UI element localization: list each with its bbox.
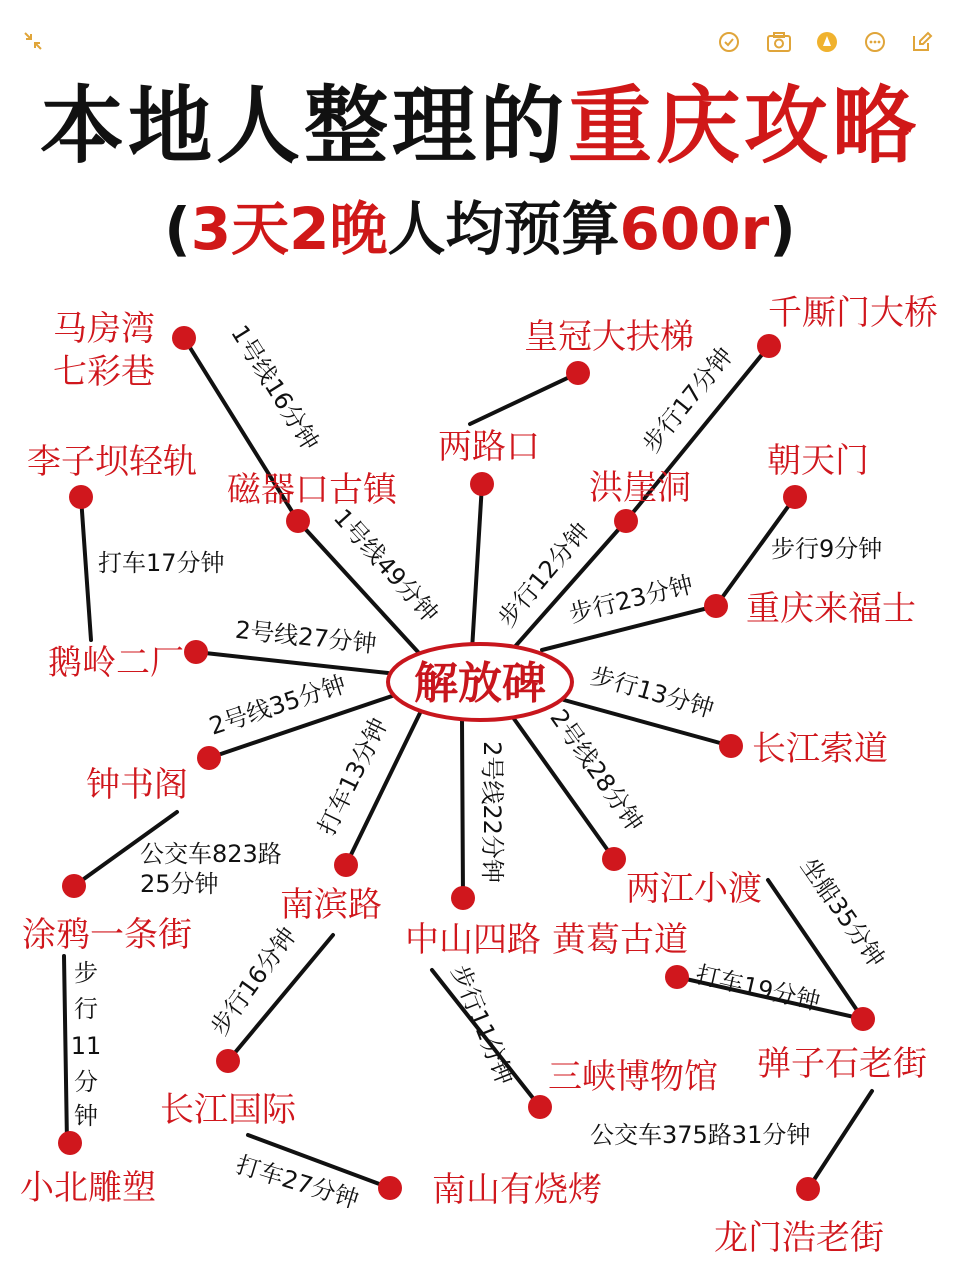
route-tuya-xiaobei-5: 钟: [74, 1102, 98, 1130]
place-lianglukou: 两路口: [438, 427, 540, 467]
dot-sanxia[interactable]: [528, 1095, 552, 1119]
route-zhongshuge-tuya-line1: 公交车823路: [140, 840, 282, 868]
dot-chaotianmen[interactable]: [783, 485, 807, 509]
route-tuya-xiaobei-1: 步: [74, 959, 98, 987]
subtitle-budget-amount: 600r: [619, 195, 770, 263]
place-laifushi: 重庆来福士: [746, 589, 916, 629]
route-liangjiang-tanzishi: 坐船35分钟: [794, 852, 891, 973]
place-ciqikou: 磁器口古镇: [227, 470, 397, 510]
title-black: 本地人整理的: [39, 77, 568, 175]
dot-hongyadong[interactable]: [614, 509, 638, 533]
title-red: 重庆攻略: [568, 77, 921, 175]
route-mafangwan-ciqikou: 1号线16分钟: [225, 320, 325, 456]
page-title: [0, 77, 960, 175]
line-tanzishi-longmenhao: [808, 1091, 872, 1189]
dot-longmenhao[interactable]: [796, 1177, 820, 1201]
page-subtitle: [0, 196, 960, 263]
route-tanzishi-longmenhao: 公交车375路31分钟: [590, 1121, 811, 1149]
subtitle-duration: 3天2晚: [190, 195, 388, 263]
route-nanbinlu-changjiangguoji: 步行16分钟: [205, 921, 303, 1041]
dot-ciqikou[interactable]: [286, 509, 310, 533]
dot-changjiangguoji[interactable]: [216, 1049, 240, 1073]
route-tuya-xiaobei-2: 行: [74, 995, 98, 1023]
hub-label: 解放碑: [414, 658, 546, 709]
place-mafangwan-line2: 七彩巷: [53, 352, 155, 392]
place-nanshan: 南山有烧烤: [432, 1170, 602, 1210]
place-huangguan: 皇冠大扶梯: [524, 317, 694, 357]
place-liangjiang: 两江小渡: [626, 869, 762, 909]
place-zhongshansi: 中山四路: [405, 920, 541, 960]
route-chaotianmen-laifushi: 步行9分钟: [771, 535, 883, 563]
dot-eling[interactable]: [184, 640, 208, 664]
line-huangguan-lianglukou: [470, 373, 578, 424]
place-eling: 鹅岭二厂: [48, 643, 184, 683]
dot-lianglukou[interactable]: [470, 472, 494, 496]
route-tuya-xiaobei-3: 11: [70, 1032, 102, 1060]
route-qiansimen-hongyadong: 步行17分钟: [637, 341, 739, 458]
line-zhongshansi-hub: [462, 720, 463, 898]
line-lianglukou-hub: [472, 484, 482, 650]
route-zhongshuge-hub: 2号线35分钟: [205, 670, 350, 741]
place-hongyadong: 洪崖洞: [589, 468, 691, 508]
subtitle-open-paren: (: [164, 195, 191, 263]
dot-zhongshansi[interactable]: [451, 886, 475, 910]
dot-mafangwan[interactable]: [172, 326, 196, 350]
place-huangge: 黄葛古道: [552, 920, 688, 960]
route-ciqikou-hub: 1号线49分钟: [328, 503, 444, 628]
place-suodao: 长江索道: [752, 729, 888, 769]
place-changjiangguoji: 长江国际: [160, 1090, 296, 1130]
place-liziba: 李子坝轻轨: [27, 442, 197, 482]
route-zhongshansi-hub: 2号线22分钟: [478, 741, 506, 883]
place-mafangwan-line1: 马房湾: [53, 309, 155, 349]
dot-liziba[interactable]: [69, 485, 93, 509]
route-huangge-tanzishi: 打车19分钟: [692, 960, 823, 1017]
place-qiansimen: 千厮门大桥: [768, 293, 938, 333]
dot-qiansimen[interactable]: [757, 334, 781, 358]
route-liangjiang-hub: 2号线28分钟: [544, 704, 649, 837]
route-tuya-xiaobei-4: 分: [74, 1068, 98, 1096]
route-laifushi-hub: 步行23分钟: [566, 570, 696, 629]
route-hongyadong-hub: 步行12分钟: [492, 517, 596, 633]
line-tuya-xiaobei: [64, 956, 67, 1143]
place-tanzishi: 弹子石老街: [757, 1044, 927, 1084]
dot-nanbinlu[interactable]: [334, 853, 358, 877]
route-nanbinlu-hub: 打车13分钟: [312, 713, 394, 840]
route-suodao-hub: 步行13分钟: [587, 661, 717, 724]
place-chaotianmen: 朝天门: [767, 441, 869, 481]
route-liziba-eling: 打车17分钟: [98, 549, 225, 577]
place-sanxia: 三峡博物馆: [548, 1057, 718, 1097]
route-zhongshansi-sanxia: 步行11分钟: [445, 961, 520, 1089]
dot-nanshan[interactable]: [378, 1176, 402, 1200]
dot-zhongshuge[interactable]: [197, 746, 221, 770]
dot-xiaobei[interactable]: [58, 1131, 82, 1155]
place-xiaobei: 小北雕塑: [20, 1168, 156, 1208]
dot-tanzishi[interactable]: [851, 1007, 875, 1031]
dot-huangguan[interactable]: [566, 361, 590, 385]
dot-tuya[interactable]: [62, 874, 86, 898]
place-longmenhao: 龙门浩老街: [714, 1218, 884, 1258]
dot-laifushi[interactable]: [704, 594, 728, 618]
dot-liangjiang[interactable]: [602, 847, 626, 871]
route-changjiangguoji-nanshan: 打车27分钟: [232, 1150, 362, 1215]
line-liziba-eling: [81, 497, 91, 640]
subtitle-close-paren: ): [769, 195, 796, 263]
dot-suodao[interactable]: [719, 734, 743, 758]
dot-huangge[interactable]: [665, 965, 689, 989]
place-tuya: 涂鸦一条街: [22, 915, 192, 955]
route-eling-hub: 2号线27分钟: [233, 615, 378, 659]
route-zhongshuge-tuya-line2: 25分钟: [140, 870, 219, 898]
subtitle-budget-label: 人均预算: [387, 195, 620, 263]
place-zhongshuge: 钟书阁: [86, 765, 188, 805]
place-nanbinlu: 南滨路: [280, 885, 382, 925]
